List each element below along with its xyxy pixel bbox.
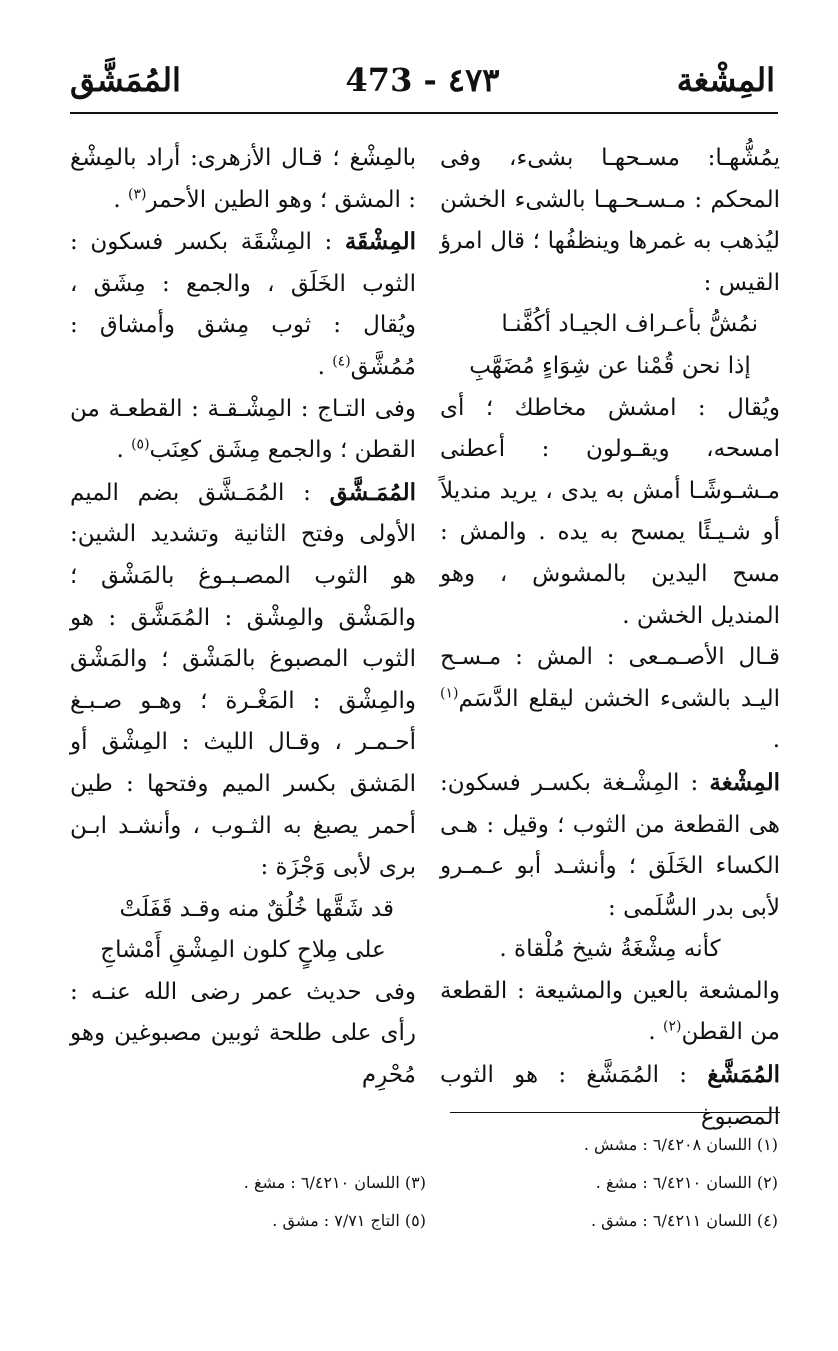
header-right-word: المِشْغة: [676, 61, 775, 99]
header-left-word: المُمَشَّق: [70, 61, 181, 99]
paragraph-text: بالمِشْغ ؛ قـال الأزهرى: أراد بالمِشْغ : المشق ؛ وهو الطين الأحمر: [70, 145, 416, 213]
paragraph-text: ويُقال : امشش مخاطك ؛ أى امسحه، ويقـولون : أعطنى مـشـوشًـا أمش به يدى ، يريد منديلاً أو شـيـئًا يمسح به يده . والمش : مسح اليدين بالمشوش ، وهو المنديل الخشن .: [440, 394, 780, 629]
footnote: (٣) اللسان ٦/٤٢١٠ : مشغ .: [243, 1173, 426, 1192]
text-paragraph: [440, 971, 780, 1054]
paragraph-text: نمُشُّ بأعـراف الجيـاد أكُفَّنـا: [501, 311, 758, 338]
paragraph-text: وفى حديث عمر رضى الله عنـه : رأى على طلحة ثوبين مصبوغين وهو مُحْرِم: [70, 978, 416, 1089]
paragraph-end: .: [116, 437, 132, 464]
entry-headword: المِشْقَة: [344, 228, 416, 256]
text-paragraph: [440, 388, 780, 638]
paragraph-text: : المِشْقَة بكسر فسكون : الثوب الخَلَق ، والجمع : مِشَق ، ويُقال : ثوب مِشق وأمشاق : مُمُشَّق: [70, 229, 416, 380]
page-number: 473 - ٤٧٣: [345, 61, 500, 99]
entry-headword: المُمَـشَّق: [329, 478, 416, 506]
paragraph-text: إذا نحن قُمْنا عن شِوَاءٍ مُضَهَّبِ: [469, 352, 751, 379]
footnote-marker: (٥): [131, 436, 150, 453]
paragraph-text: قد شَقَّها خُلُقٌ منه وقـد قَفَلَتْ: [119, 895, 394, 922]
paragraph-text: : المُمَشَّغ : هو الثوب المصبوغ: [440, 1062, 780, 1130]
paragraph-end: .: [648, 1019, 663, 1046]
verse-line: [70, 930, 416, 972]
footnote: (٥) التاج ٧/٧١ : مشق .: [272, 1211, 426, 1230]
text-paragraph: [70, 972, 416, 1097]
paragraph-text: كأنه مِشْغَةُ شيخ مُلْقاة .: [499, 936, 721, 963]
dictionary-entry: [70, 472, 416, 889]
verse-line: [440, 929, 780, 971]
footnote: (١) اللسان ٦/٤٢٠٨ : مشش .: [583, 1135, 778, 1154]
paragraph-text: : المِشْـغة بكسـر فسكون: هى القطعة من الثوب ؛ وقيل : هـى الكساء الخَلَق ؛ وأنشـد أبو عـمـرو لأبى بدر السُّلَمى :: [440, 769, 780, 921]
text-paragraph: [440, 637, 780, 762]
verse-line: [70, 889, 416, 931]
paragraph-end: .: [317, 353, 333, 380]
paragraph-text: والمشعة بالعين والمشيعة : القطعة من القطن: [440, 977, 780, 1046]
entry-headword: المُمَشَّغ: [707, 1061, 780, 1089]
verse-line: [440, 346, 780, 388]
right-column: [440, 138, 780, 1138]
text-paragraph: [70, 138, 416, 221]
paragraph-text: على مِلاحٍ كلون المِشْقِ أَمْشاجِ: [100, 937, 386, 964]
paragraph-text: : المُمَـشَّق بضم الميم الأولى وفتح الثانية وتشديد الشين: هو الثوب المصـبـوغ بالمَشْق ؛ والمَشْق والمِشْق : المُمَشَّق : هو الثوب المصبوغ بالمَشْق ؛ والمَشْق والمِشْق : المَغْـرة ؛ وهـو صـبـغ أحـمـر ، وقـال الليث : المِشْق أو المَشق بكسر الميم وفتحها : طين أحمر يصبغ به الثـوب ، وأنشـد ابـن برى لأبى وَجْزَة :: [70, 479, 416, 881]
paragraph-text: وفى التـاج : المِشْـقـة : القطعـة من القطن ؛ والجمع مِشَق كعِنَب: [70, 395, 416, 464]
footnote-marker: (٢): [662, 1018, 682, 1035]
header-rule: [70, 112, 778, 114]
text-paragraph: [70, 389, 416, 472]
paragraph-end: .: [113, 186, 128, 213]
dictionary-entry: [440, 762, 780, 929]
paragraph-text: يمُشُّهـا: مسـحهـا بشىء، وفى المحكم : مـسـحـهـا بالشىء الخشن ليُذهب به غمرها وينظفُها ؛ قال امرؤ القيس :: [440, 145, 780, 296]
footnote-marker: (١): [440, 685, 459, 702]
page-header: [70, 52, 775, 114]
footnote-rule: [450, 1112, 780, 1113]
verse-line: [440, 304, 780, 346]
paragraph-text: قـال الأصـمـعى : المش : مـسـح اليـد بالشىء الخشن ليقلع الدَّسَم: [440, 644, 780, 712]
footnote: (٢) اللسان ٦/٤٢١٠ : مشغ .: [595, 1173, 778, 1192]
paragraph-end: .: [772, 727, 780, 754]
footnote: (٤) اللسان ٦/٤٢١١ : مشق .: [590, 1211, 778, 1230]
left-column: [70, 138, 416, 1097]
text-paragraph: [440, 138, 780, 304]
footnote-marker: (٣): [127, 185, 147, 202]
entry-headword: المِشْغة: [709, 768, 780, 796]
dictionary-entry: [70, 221, 416, 388]
footnote-marker: (٤): [332, 353, 351, 370]
